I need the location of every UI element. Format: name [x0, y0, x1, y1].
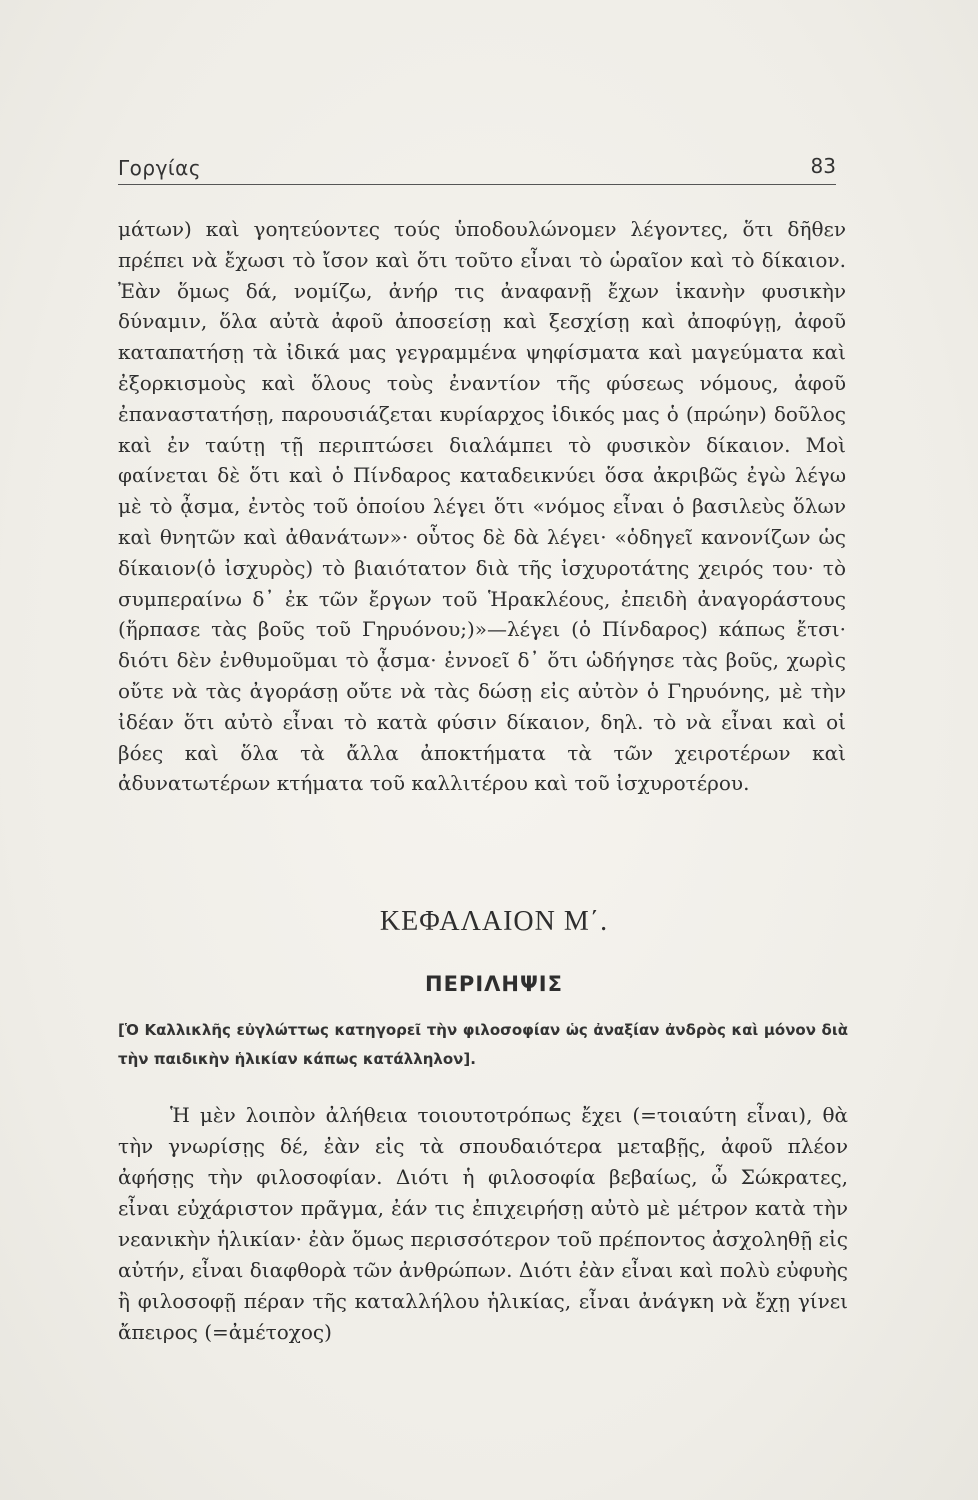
body-paragraph-2: Ἡ μὲν λοιπὸν ἀλήθεια τοιουτοτρόπως ἔχει (=τοιαύτη εἶναι), θὰ τὴν γνωρίσῃς δέ, ἐὰν εἰς τὰ σπουδαιότερα μεταβῇς, ἀφοῦ πλέον ἀφήσῃς τὴν φιλοσοφίαν. Διότι ἡ φιλοσοφία βεβαίως, ὦ Σώκρατες, εἶναι εὐχάριστον πρᾶγμα, ἐάν τις ἐπιχειρήσῃ αὐτὸ μὲ μέτρον κατὰ τὴν νεανικὴν ἡλικίαν· ἐὰν ὅμως περισσότερον τοῦ πρέποντος ἀσχοληθῇ εἰς αὐτήν, εἶναι διαφθορὰ τῶν ἀνθρώπων. Διότι ἐὰν εἶναι καὶ πολὺ εὐφυὴς ἢ φιλοσοφῇ πέραν τῆς καταλλήλου ἡλικίας, εἶναι ἀνάγκη νὰ ἔχῃ γίνει ἄπειρος (=ἀμέτοχος)	[118, 1103, 848, 1344]
running-header	[118, 150, 836, 185]
summary-text: [Ὁ Καλλικλῆς εὐγλώττως κατηγορεῖ τὴν φιλοσοφίαν ὡς ἀναξίαν ἀνδρὸς καὶ μόνον διὰ τὴν παιδικὴν ἡλικίαν κάπως κατάλληλον].	[118, 1021, 848, 1068]
running-title: Γοργίας	[118, 156, 202, 180]
summary-title: ΠΕΡΙΛΗΨΙΣ	[425, 972, 563, 996]
page-number: 83	[810, 154, 836, 178]
body-paragraph: μάτων) καὶ γοητεύοντες τούς ὑποδουλώνομεν λέγοντες, ὅτι δῆθεν πρέπει νὰ ἔχωσι τὸ ἴσον καὶ ὅτι τοῦτο εἶναι τὸ ὡραῖον καὶ τὸ δίκαιον. Ἐὰν ὅμως δά, νομίζω, ἀνήρ τις ἀναφανῇ ἔχων ἱκανὴν φυσικὴν δύναμιν, ὅλα αὐτὰ ἀφοῦ ἀποσείσῃ καὶ ξεσχίσῃ καὶ ἀποφύγῃ, ἀφοῦ καταπατήσῃ τὰ ἰδικά μας γεγραμμένα ψηφίσματα καὶ μαγεύματα καὶ ἐξορκισμοὺς καὶ ὅλους τοὺς ἐναντίον τῆς φύσεως νόμους, ἀφοῦ ἐπαναστατήσῃ, παρουσιάζεται κυρίαρχος ἰδικός μας ὁ (πρώην) δοῦλος καὶ ἐν ταύτῃ τῇ περιπτώσει διαλάμπει τὸ φυσικὸν δίκαιον. Μοὶ φαίνεται δὲ ὅτι καὶ ὁ Πίνδαρος καταδεικνύει ὅσα ἀκριβῶς ἐγὼ λέγω μὲ τὸ ᾆσμα, ἐντὸς τοῦ ὁποίου λέγει ὅτι «νόμος εἶναι ὁ βασιλεὺς ὅλων καὶ θνητῶν καὶ ἀθανάτων»· οὗτος δὲ δὰ λέγει· «ὁδηγεῖ κανονίζων ὡς δίκαιον(ὁ ἰσχυρὸς) τὸ βιαιότατον διὰ τῆς ἰσχυροτάτης χειρός του· τὸ συμπεραίνω δ᾽ ἐκ τῶν ἔργων τοῦ Ἡρακλέους, ἐπειδὴ ἀναγοράστους (ἥρπασε τὰς βοῦς τοῦ Γηρυόνου;)»—λέγει (ὁ Πίνδαρος) κάπως ἔτσι· διότι δὲν ἐνθυμοῦμαι τὸ ᾆσμα· ἐννοεῖ δ᾽ ὅτι ὡδήγησε τὰς βοῦς, χωρὶς οὔτε νὰ τὰς ἀγοράσῃ οὔτε νὰ τὰς δώσῃ εἰς αὐτὸν ὁ Γηρυόνης, μὲ τὴν ἰδέαν ὅτι αὐτὸ εἶναι τὸ κατὰ φύσιν δίκαιον, δηλ. τὸ νὰ εἶναι καὶ οἱ βόες καὶ ὅλα τὰ ἄλλα ἀποκτήματα τὰ τῶν χειροτέρων καὶ ἀδυνατωτέρων κτήματα τοῦ καλλιτέρου καὶ τοῦ ἰσχυροτέρου.	[118, 217, 846, 796]
chapter-heading: ΚΕΦΑΛΑΙΟΝ Μ΄.	[379, 906, 609, 937]
